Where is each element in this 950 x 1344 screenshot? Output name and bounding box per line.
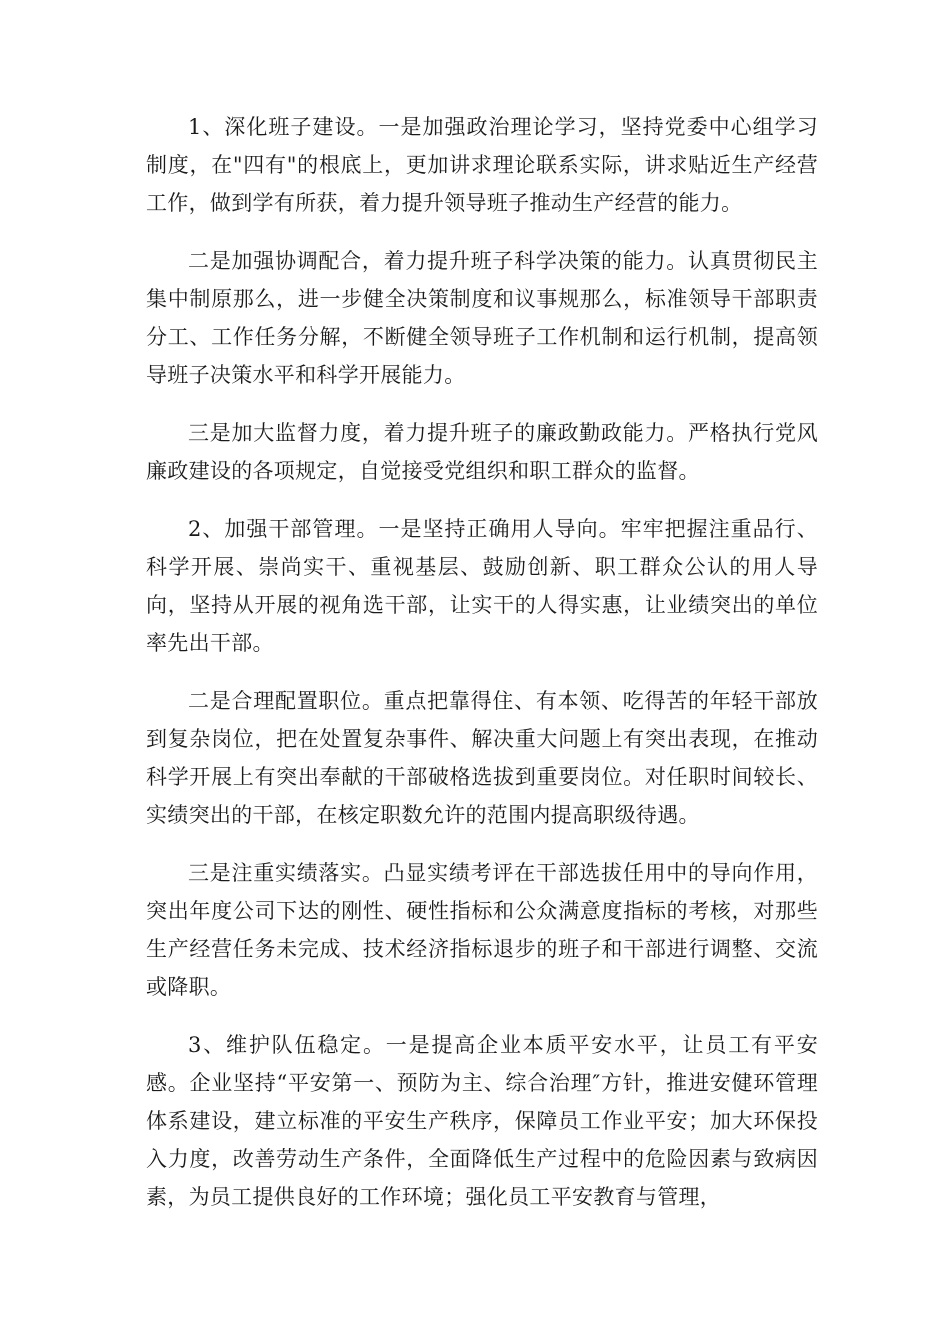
document-body xyxy=(146,108,818,1236)
paragraph-7: 3、维护队伍稳定。一是提高企业本质平安水平，让员工有平安感。企业坚持“平安第一、预防为主、综合治理″方针，推进安健环管理体系建设，建立标准的平安生产秩序，保障员工作业平安；加大环保投入力度，改善劳动生产条件，全面降低生产过程中的危险因素与致病因素，为员工提供良好的工作环境；强化员工平安教育与管理， xyxy=(146,1033,818,1209)
paragraph-5: 二是合理配置职位。重点把靠得住、有本领、吃得苦的年轻干部放到复杂岗位，把在处置复杂事件、解决重大问题上有突出表现，在推动科学开展上有突出奉献的干部破格选拔到重要岗位。对任职时间较长、实绩突出的干部，在核定职数允许的范围内提高职级待遇。 xyxy=(146,689,818,827)
paragraph-6: 三是注重实绩落实。凸显实绩考评在干部选拔任用中的导向作用，突出年度公司下达的刚性、硬性指标和公众满意度指标的考核，对那些生产经营任务未完成、技术经济指标退步的班子和干部进行调整、交流或降职。 xyxy=(146,861,818,999)
paragraph-3: 三是加大监督力度，着力提升班子的廉政勤政能力。严格执行党风廉政建设的各项规定，自觉接受党组织和职工群众的监督。 xyxy=(146,421,818,483)
paragraph-2: 二是加强协调配合，着力提升班子科学决策的能力。认真贯彻民主集中制原那么，进一步健全决策制度和议事规那么，标准领导干部职责分工、工作任务分解，不断健全领导班子工作机制和运行机制，提高领导班子决策水平和科学开展能力。 xyxy=(146,249,818,387)
paragraph-4: 2、加强干部管理。一是坚持正确用人导向。牢牢把握注重品行、科学开展、崇尚实干、重视基层、鼓励创新、职工群众公认的用人导向，坚持从开展的视角选干部，让实干的人得实惠，让业绩突出的单位率先出干部。 xyxy=(146,517,818,655)
paragraph-1: 1、深化班子建设。一是加强政治理论学习，坚持党委中心组学习制度，在"四有"的根底上，更加讲求理论联系实际，讲求贴近生产经营工作，做到学有所获，着力提升领导班子推动生产经营的能力。 xyxy=(146,115,818,215)
